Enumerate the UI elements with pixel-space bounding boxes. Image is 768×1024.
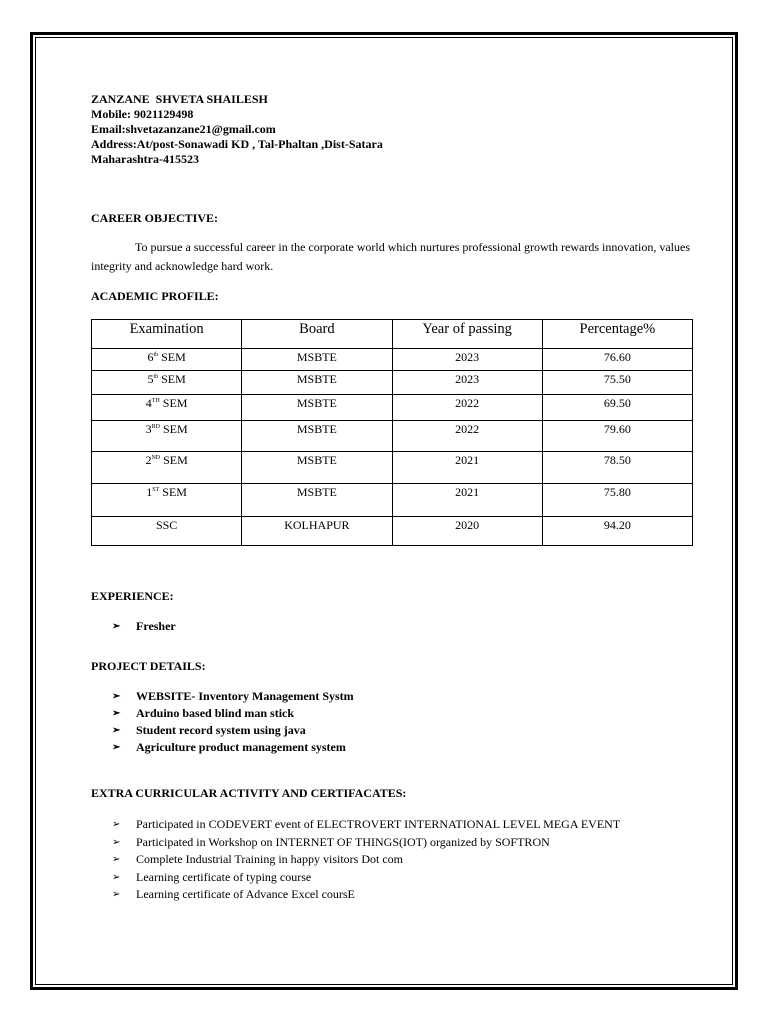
table-row [92, 349, 693, 371]
arrow-bullet-icon: ➢ [112, 819, 121, 830]
percentage-cell: 79.60 [542, 421, 692, 452]
academic-profile-heading: ACADEMIC PROFILE: [91, 289, 219, 303]
board-cell: MSBTE [242, 371, 392, 395]
table-row [92, 452, 693, 484]
experience-heading: EXPERIENCE: [91, 589, 174, 603]
board-cell: MSBTE [242, 395, 392, 421]
arrow-bullet-icon: ➢ [112, 889, 121, 900]
arrow-bullet-icon: ➢ [112, 871, 121, 883]
table-row [92, 371, 693, 395]
list-item: ➢ Agriculture product management system [112, 740, 346, 754]
table-header-row [92, 320, 693, 349]
address-line-1: Address:At/post-Sonawadi KD , Tal-Phaltan ,Dist-Satara [91, 137, 383, 151]
year-cell: 2022 [392, 395, 542, 421]
year-cell: 2021 [392, 452, 542, 484]
list-item: ➢ WEBSITE- Inventory Management Systm [112, 689, 354, 703]
exam-cell: 6th SEM [92, 349, 242, 371]
arrow-bullet-icon: ➢ [112, 708, 121, 719]
year-cell: 2023 [392, 371, 542, 395]
percentage-cell: 76.60 [542, 349, 692, 371]
list-item: ➢ Participated in CODEVERT event of ELECTROVERT INTERNATIONAL LEVEL MEGA EVENT [91, 816, 693, 834]
contact-block [91, 92, 693, 167]
exam-cell: 4TH SEM [92, 395, 242, 421]
extra-curricular-heading: EXTRA CURRICULAR ACTIVITY AND CERTIFACATES: [91, 786, 407, 800]
year-cell: 2022 [392, 421, 542, 452]
experience-list [91, 618, 693, 635]
list-item: ➢ Student record system using java [112, 723, 306, 737]
column-header: Percentage% [542, 320, 692, 349]
year-cell: 2021 [392, 484, 542, 517]
year-cell: 2023 [392, 349, 542, 371]
project-list [91, 688, 693, 756]
exam-cell: SSC [92, 517, 242, 546]
percentage-cell: 75.50 [542, 371, 692, 395]
list-item: ➢ Learning certificate of Advance Excel coursE [91, 886, 693, 904]
column-header: Year of passing [392, 320, 542, 349]
percentage-cell: 94.20 [542, 517, 692, 546]
arrow-bullet-icon: ➢ [112, 725, 121, 736]
list-item: ➢ Learning certificate of typing course [91, 869, 693, 887]
board-cell: MSBTE [242, 349, 392, 371]
exam-cell: 2ND SEM [92, 452, 242, 484]
column-header: Examination [92, 320, 242, 349]
list-item: ➢ Participated in Workshop on INTERNET OF THINGS(IOT) organized by SOFTRON [91, 834, 693, 852]
board-cell: MSBTE [242, 421, 392, 452]
table-row [92, 395, 693, 421]
arrow-bullet-icon: ➢ [112, 691, 121, 702]
arrow-bullet-icon: ➢ [112, 854, 121, 865]
list-item: ➢ Fresher [112, 619, 176, 633]
board-cell: MSBTE [242, 452, 392, 484]
arrow-bullet-icon: ➢ [112, 621, 121, 632]
exam-cell: 3RD SEM [92, 421, 242, 452]
percentage-cell: 75.80 [542, 484, 692, 517]
academic-table [91, 319, 693, 546]
exam-cell: 1ST SEM [92, 484, 242, 517]
percentage-cell: 78.50 [542, 452, 692, 484]
column-header: Board [242, 320, 392, 349]
mobile-line: Mobile: 9021129498 [91, 107, 194, 121]
board-cell: MSBTE [242, 484, 392, 517]
resume-content [91, 92, 693, 904]
address-line-2: Maharashtra-415523 [91, 152, 199, 166]
exam-cell: 5th SEM [92, 371, 242, 395]
project-details-heading: PROJECT DETAILS: [91, 659, 206, 673]
email-line: Email:shvetazanzane21@gmail.com [91, 122, 276, 136]
arrow-bullet-icon: ➢ [112, 742, 121, 753]
table-row [92, 484, 693, 517]
extra-curricular-list [91, 816, 693, 904]
career-objective-heading: CAREER OBJECTIVE: [91, 211, 219, 225]
arrow-bullet-icon: ➢ [112, 836, 121, 848]
candidate-name: ZANZANE SHVETA SHAILESH [91, 92, 268, 106]
table-row [92, 421, 693, 452]
list-item: ➢ Complete Industrial Training in happy visitors Dot com [91, 851, 693, 869]
table-row [92, 517, 693, 546]
list-item: ➢ Arduino based blind man stick [112, 706, 295, 720]
percentage-cell: 69.50 [542, 395, 692, 421]
board-cell: KOLHAPUR [242, 517, 392, 546]
year-cell: 2020 [392, 517, 542, 546]
career-objective-text: To pursue a successful career in the corporate world which nurtures professional growth rewards innovation, values integrity and acknowledge hard work. [91, 240, 690, 273]
